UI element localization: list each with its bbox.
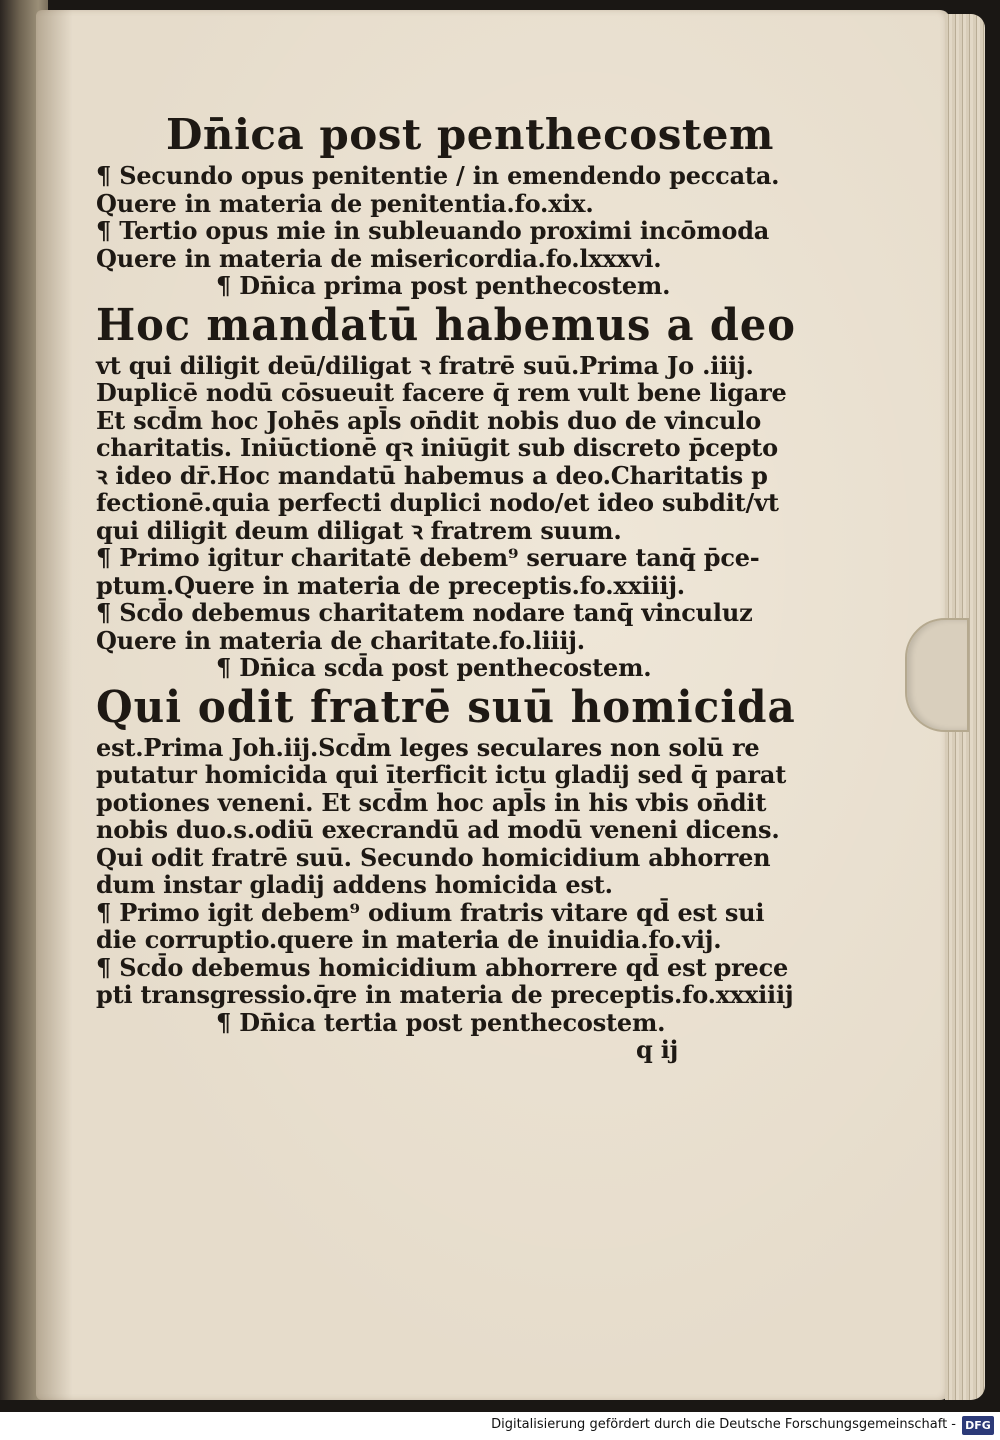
text-line: est.Prima Joh.iij.Scd̄m leges seculares non solū re xyxy=(96,732,760,762)
dfg-logo: DFG xyxy=(962,1416,994,1435)
text-line: nobis duo.s.odiū execrandū ad modū veneni dicens. xyxy=(96,815,780,844)
text-line: ¶ Primo igit debem⁹ odium fratris vitare qd̄ est sui xyxy=(96,897,765,927)
footer-bar xyxy=(0,1412,1000,1440)
section-heading: ¶ Dn̄ica tertia post penthecostem. xyxy=(216,1007,666,1037)
text-line: putatur homicida qui īterficit ictu gladij sed q̄ parat xyxy=(96,760,787,789)
section-heading: ¶ Dn̄ica scd̄a post penthecostem. xyxy=(216,653,652,682)
section-heading: ¶ Dn̄ica prima post penthecostem. xyxy=(216,271,671,300)
text-line: ꝛ ideo dr̄.Hoc mandatū habemus a deo.Charitatis p xyxy=(96,460,768,490)
text-line: ¶ Secundo opus penitentie / in emendendo peccata. xyxy=(96,161,780,190)
text-line: ¶ Primo igitur charitatē debem⁹ seruare tanq̄ p̄ce- xyxy=(96,543,760,572)
text-line: potiones veneni. Et scd̄m hoc apl̄s in his vbis on̄dit xyxy=(96,787,767,817)
text-line: Duplicē nodū cōsueuit facere q̄ rem vult bene ligare xyxy=(96,378,787,407)
text-line: ¶ Tertio opus mie in subleuando proximi incōmoda xyxy=(96,216,770,245)
lemma-heading: Qui odit fratrē suū homicida xyxy=(96,681,796,733)
book-clasp xyxy=(905,618,969,732)
signature-mark: q ij xyxy=(636,1035,679,1064)
text-line: pti transgressio.q̄re in materia de preceptis.fo.xxxiiij xyxy=(96,980,794,1009)
text-line: Quere in materia de misericordia.fo.lxxxvi. xyxy=(96,243,662,273)
text-line: die corruptio.quere in materia de inuidia.fo.vij. xyxy=(96,925,722,954)
funding-credit: Digitalisierung gefördert durch die Deutsche Forschungsgemeinschaft - xyxy=(491,1417,956,1432)
text-line: Qui odit fratrē suū. Secundo homicidium abhorren xyxy=(96,842,771,872)
text-line: Quere in materia de penitentia.fo.xix. xyxy=(96,188,594,218)
text-line: Et scd̄m hoc Johēs apl̄s on̄dit nobis duo de vinculo xyxy=(96,405,762,435)
text-line: vt qui diligit deū/diligat ꝛ fratrē suū.Prima Jo .iiij. xyxy=(96,350,754,380)
text-line: fectionē.quia perfecti duplici nodo/et ideo subdit/vt xyxy=(96,488,779,517)
text-line: dum instar gladij addens homicida est. xyxy=(96,870,613,899)
page-header: Dn̄ica post penthecostem xyxy=(166,110,774,159)
text-line: charitatis. Iniūctionē qꝛ iniūgit sub discreto p̄cepto xyxy=(96,433,778,462)
page-text xyxy=(96,108,796,1064)
text-line: Quere in materia de charitate.fo.liiij. xyxy=(96,625,585,655)
text-line: ¶ Scd̄o debemus homicidium abhorrere qd̄ est prece xyxy=(96,952,789,982)
lemma-heading: Hoc mandatū habemus a deo xyxy=(96,299,796,351)
text-line: ¶ Scd̄o debemus charitatem nodare tanq̄ vinculuz xyxy=(96,598,753,627)
text-line: ptum.Quere in materia de preceptis.fo.xxiiij. xyxy=(96,570,685,600)
text-line: qui diligit deum diligat ꝛ fratrem suum. xyxy=(96,515,622,545)
